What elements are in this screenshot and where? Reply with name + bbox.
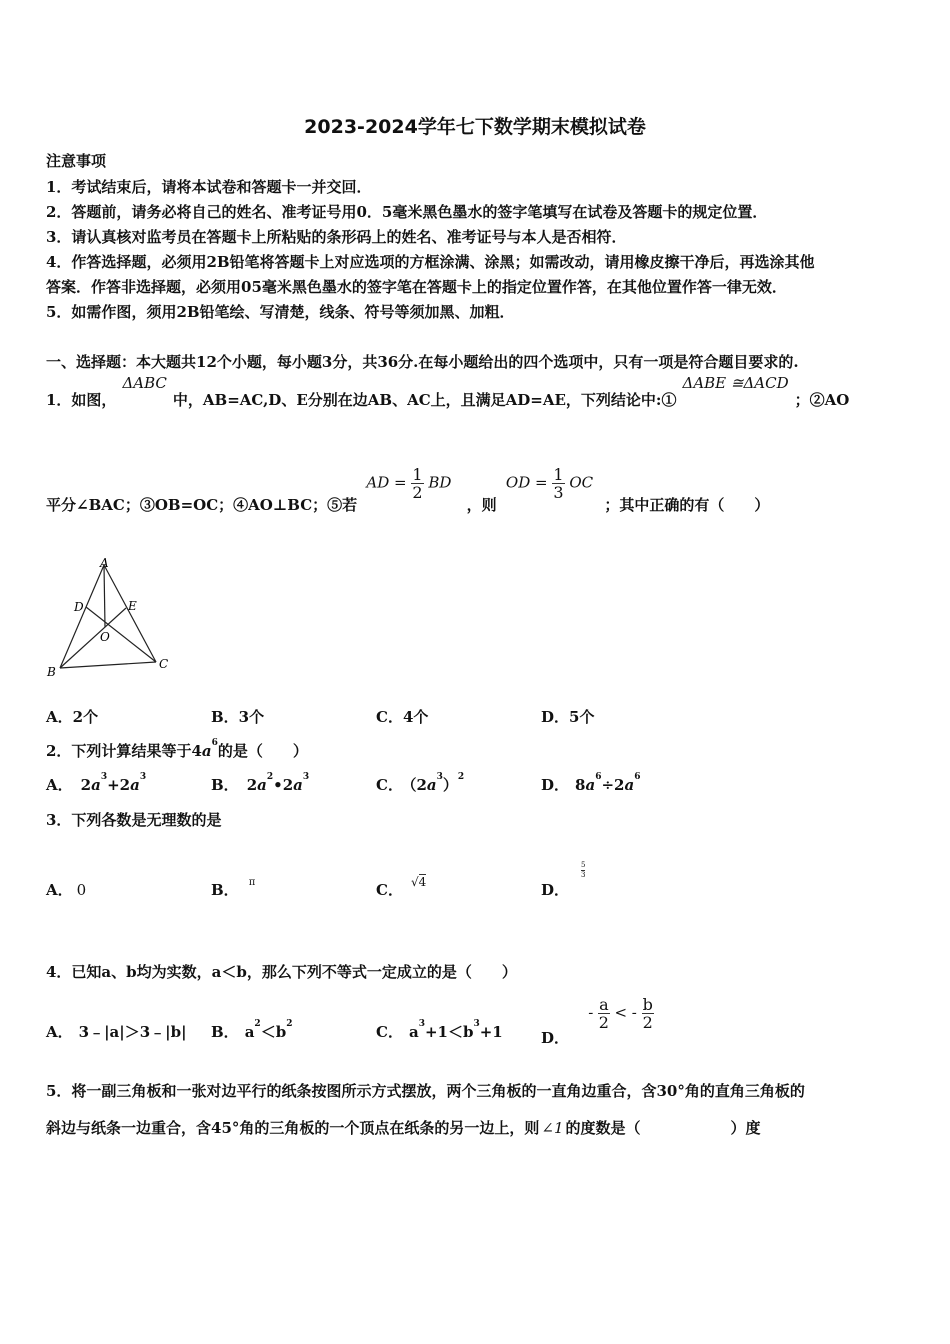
notice-item: 3．请认真核对监考员在答题卡上所粘贴的条形码上的姓名、准考证号与本人是否相符．	[46, 228, 627, 246]
segment-be	[60, 608, 126, 668]
q1-triangle-figure	[44, 555, 174, 680]
side-bc	[60, 662, 156, 668]
q1-stem-line2: 平分∠BAC；③OB=OC；④AO⊥BC；⑤若 AD = $\frac{1}{2}$ BD ，则 OD = $\frac{1}{3}$ OC ；其中正确的有（ ）	[46, 465, 770, 514]
q1-option-d: D．5个	[541, 708, 595, 726]
label-o: O	[100, 630, 110, 644]
q4-option-c: C． $a^3+1<b^3+1$	[376, 1019, 503, 1041]
q3-option-d: D． $\frac{5}{3}$	[541, 861, 586, 899]
q3-option-c: C． $^{√4}$	[376, 875, 427, 899]
label-e: E	[128, 599, 137, 613]
q5-stem-line2: 斜边与纸条一边重合，含45°角的三角板的一个顶点在纸条的另一边上，则 ∠1 的度数是（ ）度	[46, 1119, 761, 1137]
q5-angle-symbol: ∠1	[541, 1119, 564, 1137]
notice-item: 答案．作答非选择题，必须用05毫米黑色墨水的签字笔在答题卡上的指定位置作答，在其他位置作答一律无效．	[46, 278, 787, 296]
q3-option-b: B． $^\pi$	[211, 877, 256, 899]
q4-option-a: A． 3﹣|a|＞3﹣|b|	[46, 1023, 187, 1041]
segment-ao	[104, 565, 105, 627]
section-heading: 一、选择题：本大题共12个小题，每小题3分，共36分.在每小题给出的四个选项中，只有一项是符合题目要求的.	[46, 353, 799, 371]
sqrt-icon: √	[410, 875, 419, 889]
q1-math-od-oc: OD = $\frac{1}{3}$ OC	[505, 465, 594, 502]
notice-item: 2．答题前，请务必将自己的姓名、准考证号用0．5毫米黑色墨水的签字笔填写在试卷及答题卡的规定位置．	[46, 203, 768, 221]
q1-math-congruent: ΔABE ≅ΔACD	[682, 374, 789, 392]
notice-item: 4．作答选择题，必须用2B铅笔将答题卡上对应选项的方框涂满、涂黑；如需改动，请用橡皮擦干净后，再选涂其他	[46, 253, 815, 271]
q1-stem-line1: 1．如图，ΔABC中，AB=AC,D、E分别在边AB、AC上，且满足AD=AE，下列结论中:①ΔABE ≅ΔACD；②AO	[46, 374, 850, 409]
q4-option-b: B． $a^2<b^2$	[211, 1019, 293, 1041]
q2-option-b: B． $2a^2•2a^3$	[211, 772, 310, 794]
q3-option-a: A． 0	[46, 881, 87, 899]
label-c: C	[159, 657, 169, 671]
label-a: A	[100, 556, 109, 570]
label-b: B	[47, 665, 56, 679]
notice-item: 1．考试结束后，请将本试卷和答题卡一并交回．	[46, 178, 372, 196]
label-d: D	[74, 600, 84, 614]
q1-option-b: B．3个	[211, 708, 265, 726]
q2-option-c: C． $(2a^3)^2$	[376, 772, 465, 794]
side-ac	[104, 565, 156, 662]
q4-stem: 4．已知a、b均为实数，a＜b，那么下列不等式一定成立的是（ ）	[46, 963, 517, 981]
q2-option-a: A． $2a^3+2a^3$	[46, 772, 147, 794]
notice-heading: 注意事项	[46, 152, 107, 170]
q1-option-c: C．4个	[376, 708, 429, 726]
q2-stem: 2．下列计算结果等于$4a^6$的是（ ）	[46, 738, 308, 760]
q1-math-triangle: ΔABC	[122, 374, 167, 392]
q3-stem: 3．下列各数是无理数的是	[46, 811, 222, 829]
q1-math-ad-bd: AD = $\frac{1}{2}$ BD	[366, 465, 452, 502]
q5-stem-line1: 5．将一副三角板和一张对边平行的纸条按图所示方式摆放，两个三角板的一直角边重合，含30°角的直角三角板的	[46, 1082, 805, 1100]
page-title: 2023-2024学年七下数学期末模拟试卷	[304, 116, 646, 138]
q1-option-a: A．2个	[46, 708, 99, 726]
q4-option-d: D． - $\frac{a}{2}$ < - $\frac{b}{2}$	[541, 995, 653, 1047]
notice-item: 5．如需作图，须用2B铅笔绘、写清楚，线条、符号等须加黑、加粗．	[46, 303, 515, 321]
q2-option-d: D． $8a^6\div 2a^6$	[541, 772, 641, 794]
